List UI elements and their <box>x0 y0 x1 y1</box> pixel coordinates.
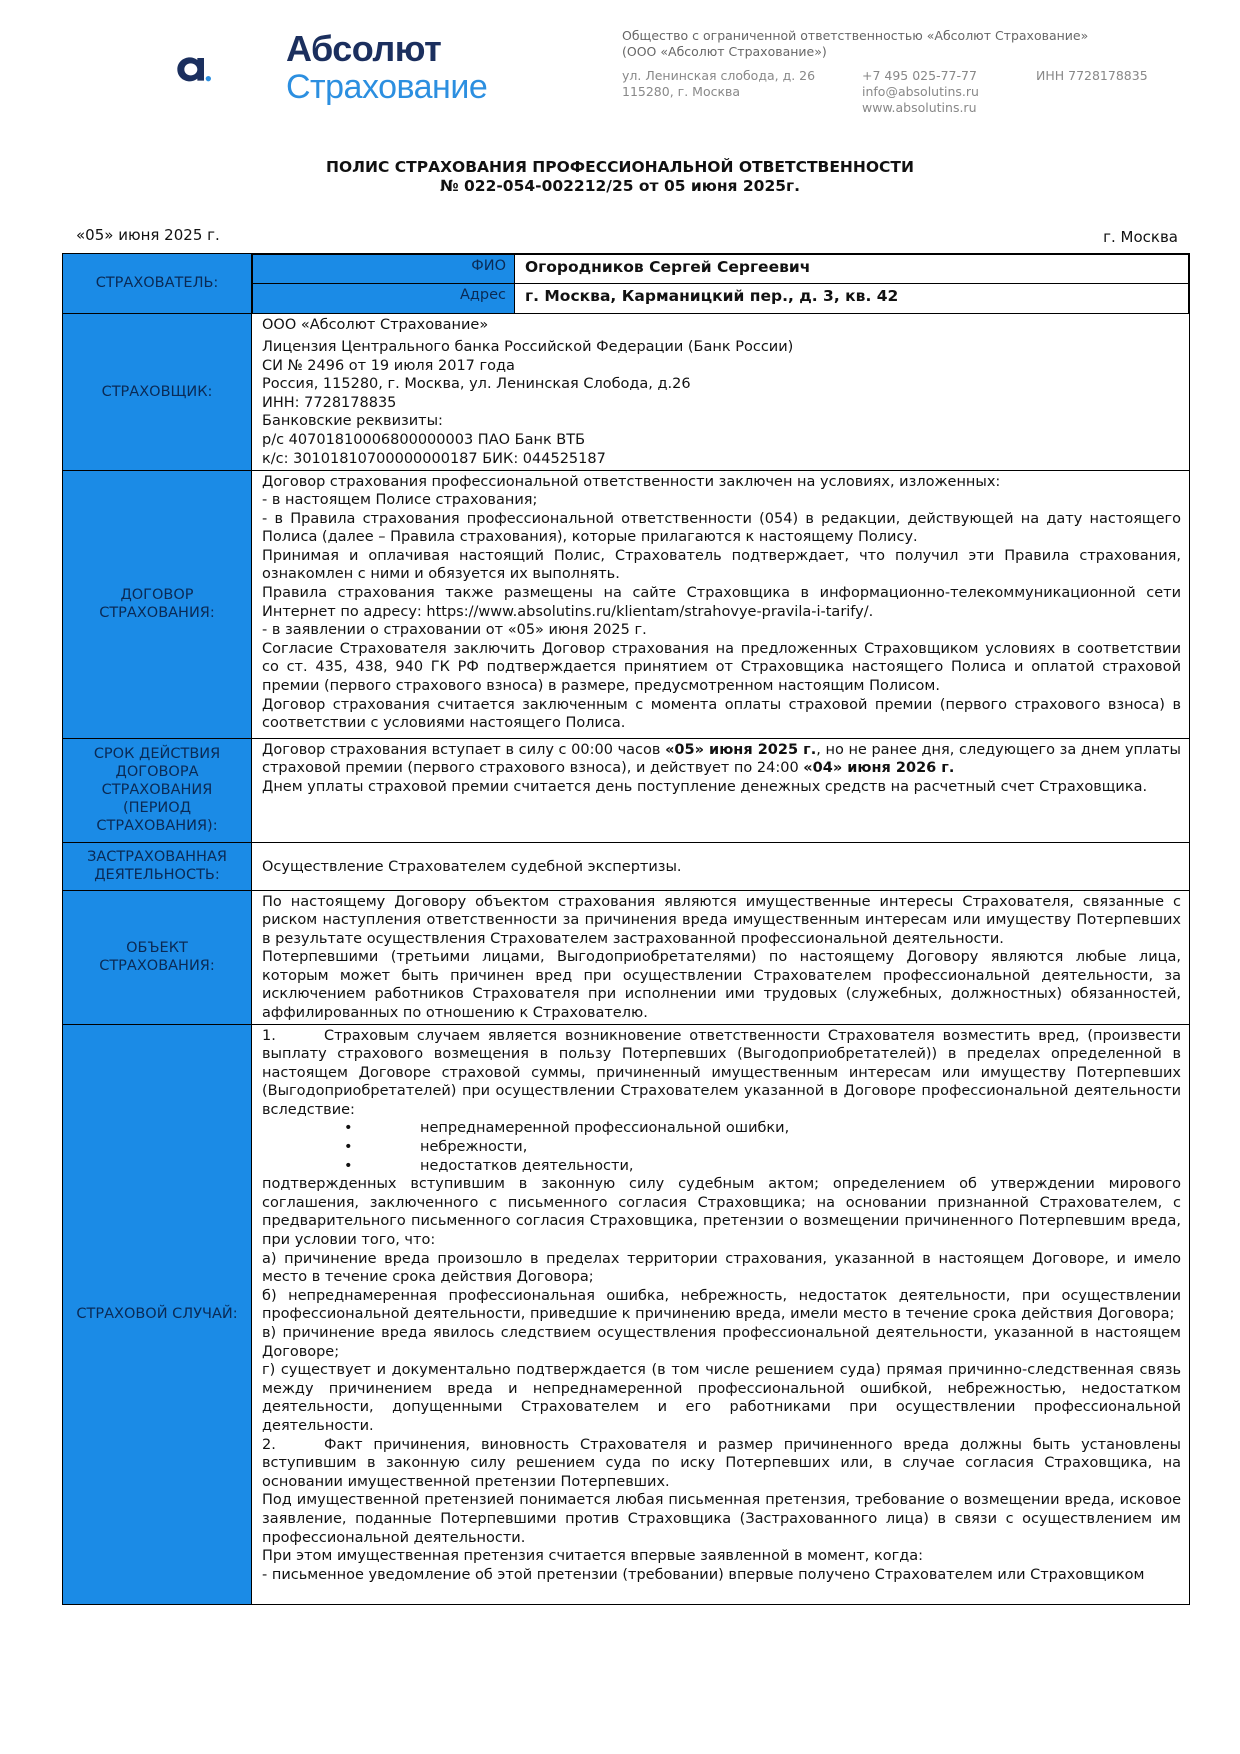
contract-paragraph: - в Правила страхования профессиональной ответственности (054) в редакции, действующей на дату настоящего Полиса (далее – Правила страхования), которые прилагаются к настоящему Полису. <box>262 510 1181 546</box>
document-date: «05» июня 2025 г. <box>76 226 220 244</box>
insured-details <box>252 254 1189 313</box>
document-title <box>0 158 1240 196</box>
address-value: г. Москва, Карманицкий пер., д. 3, кв. 42 <box>515 284 1189 313</box>
title-line2: № 022-054-002212/25 от 05 июня 2025г. <box>439 177 801 195</box>
company-email: info@absolutins.ru <box>862 84 979 99</box>
address-label: Адрес <box>253 284 515 313</box>
contract-paragraph: Принимая и оплачивая настоящий Полис, Страхователь подтверждает, что получил эти Правила страхования, ознакомлен с ними и обязуется их выполнять. <box>262 547 1181 583</box>
event-terms <box>252 1024 1190 1604</box>
contract-paragraph: - в настоящем Полисе страхования; <box>262 492 538 509</box>
object-paragraph: Потерпевшими (третьими лицами, Выгодоприобретателями) по настоящему Договору являются любые лица, которым может быть причинен вред при осуществлении Страхователем профессиональной деятельности, за исключением работников Страхователя при исполнении ими трудовых (служебных, должностных) обязанностей, аффилированных по отношению к Страхователю. <box>262 949 1181 1022</box>
insurer-line: СИ № 2496 от 19 июля 2017 года <box>262 357 515 374</box>
event-paragraph: Под имущественной претензией понимается любая письменная претензия, требование о возмещении вреда, исковое заявление, поданные Потерпевшими против Страховщика (Застрахованного лица) в связи с осуществлением им профессиональной деятельности. <box>262 1492 1181 1546</box>
company-inn: ИНН 7728178835 <box>1036 68 1148 83</box>
event-p1: Страховым случаем является возникновение ответственности Страхователя возместить вред, (произвести выплату страхового возмещения в пользу Потерпевших (Выгодоприобретателей)) в пределах определенной в настоящем Договоре страховой суммы, причиненный имущественным интересам или имуществу Потерпевших (Выгодоприобретателей) при осуществлении Страхователем указанной в Договоре профессиональной деятельности вследствие: <box>262 1027 1181 1118</box>
event-p3: Факт причинения, виновность Страхователя и размер причиненного вреда должны быть установлены вступившим в законную силу решением суда по иску Потерпевших или, в случае согласия Страховщика, на основании имущественной претензии Потерпевших. <box>262 1436 1181 1490</box>
event-condition-a: а) причинение вреда произошло в пределах территории страхования, указанной в настоящем Договоре, и имело место в течение срока действия Договора; <box>262 1250 1181 1286</box>
bullet-icon: • <box>344 1120 353 1137</box>
bullet-icon: • <box>344 1139 353 1156</box>
event-bullet <box>262 1119 1181 1138</box>
period-terms <box>252 738 1190 842</box>
insurer-line: ИНН: 7728178835 <box>262 394 397 411</box>
row-activity <box>63 842 1190 890</box>
fio-value: Огородников Сергей Сергеевич <box>515 255 1189 284</box>
logo-letter-a <box>177 57 204 81</box>
company-logo <box>176 30 286 110</box>
company-name <box>622 28 1088 60</box>
company-address <box>622 68 815 100</box>
bullet-text: недостатков деятельности, <box>420 1157 634 1174</box>
company-site: www.absolutins.ru <box>862 100 977 115</box>
event-bullet <box>262 1157 1181 1176</box>
policy-table <box>62 253 1190 1605</box>
label-contract: ДОГОВОР СТРАХОВАНИЯ: <box>63 470 252 738</box>
insurer-line: Россия, 115280, г. Москва, ул. Ленинская Слобода, д.26 <box>262 376 691 393</box>
contract-terms <box>252 470 1190 738</box>
label-insured: СТРАХОВАТЕЛЬ: <box>63 254 252 314</box>
contract-paragraph: Договор страхования профессиональной ответственности заключен на условиях, изложенных: <box>262 473 1001 490</box>
period-start-date: «05» июня 2025 г. <box>665 741 817 758</box>
logo-dot <box>206 76 211 81</box>
event-bullet <box>262 1138 1181 1157</box>
logo-line1: Абсолют <box>286 28 442 69</box>
event-paragraph <box>262 1027 1181 1120</box>
bullet-text: непреднамеренной профессиональной ошибки, <box>420 1120 790 1137</box>
row-insurer <box>63 313 1190 470</box>
period-text-b: , но не ранее дня, следующего за днем уплаты страховой премии (первого страхового взноса), и действует по 24:00 <box>262 741 1181 777</box>
contract-paragraph: Согласие Страхователя заключить Договор страхования на предложенных Страховщиком условиях в соответствии со ст. 435, 438, 940 ГК РФ подтверждается принятием от Страховщика настоящего Полиса и оплатой страховой премии (первого страхового взноса) в размере, предусмотренном настоящим Полисом. <box>262 640 1181 695</box>
label-activity: ЗАСТРАХОВАННАЯ ДЕЯТЕЛЬНОСТЬ: <box>63 842 252 890</box>
label-object: ОБЪЕКТ СТРАХОВАНИЯ: <box>63 890 252 1024</box>
title-line1: ПОЛИС СТРАХОВАНИЯ ПРОФЕССИОНАЛЬНОЙ ОТВЕТСТВЕННОСТИ <box>326 158 914 176</box>
object-terms <box>252 890 1190 1024</box>
label-insurer: СТРАХОВЩИК: <box>63 313 252 470</box>
label-event: СТРАХОВОЙ СЛУЧАЙ: <box>63 1024 252 1604</box>
event-num-1: 1. <box>262 1027 276 1044</box>
insurer-line: р/с 40701810006800000003 ПАО Банк ВТБ <box>262 432 586 449</box>
object-paragraph: По настоящему Договору объектом страхования являются имущественные интересы Страхователя, связанные с риском наступления ответственности за причинения вреда имущественным интересам или имуществу Потерпевших в результате осуществления Страхователем застрахованной профессиональной деятельности. <box>262 893 1181 947</box>
contract-paragraph: Правила страхования также размещены на сайте Страховщика в информационно-телекоммуникационной сети Интернет по адресу: https://www.absolutins.ru/klientam/strahovye-pravila-i-tarify/. <box>262 585 1181 620</box>
company-line1: Общество с ограниченной ответственностью «Абсолют Страхование» <box>622 28 1089 43</box>
bullet-icon: • <box>344 1157 353 1174</box>
row-insured <box>63 254 1190 314</box>
company-phone: +7 495 025-77-77 <box>862 68 977 83</box>
event-paragraph: - письменное уведомление об этой претензии (требовании) впервые получено Страхователем или Страховщиком <box>262 1566 1145 1583</box>
insurer-line: Банковские реквизиты: <box>262 413 443 430</box>
row-event <box>63 1024 1190 1604</box>
event-condition-d: г) существует и документально подтверждается (в том числе решением суда) прямая причинно-следственная связь между причинением вреда и непреднамеренной профессиональной ошибкой, небрежностью, недостатком деятельности, допущенными Страхователем и его работниками при осуществлении профессиональной деятельности. <box>262 1362 1181 1434</box>
address-line2: 115280, г. Москва <box>622 84 741 99</box>
company-phone-web <box>862 68 979 116</box>
contract-paragraph: Договор страхования считается заключенным с момента оплаты страховой премии (первого страхового взноса) в соответствии с условиями настоящего Полиса. <box>262 696 1181 732</box>
document-city: г. Москва <box>1103 228 1178 246</box>
address-line1: ул. Ленинская слобода, д. 26 <box>622 68 816 83</box>
event-paragraph: подтвержденных вступившим в законную силу судебным актом; определением об утверждении мирового соглашения, заключенного с письменного согласия Страховщика; на основании признанной Страхователем, с предварительного письменного согласия Страховщика, претензии о возмещении причиненного Потерпевшим вреда, при условии того, что: <box>262 1176 1181 1249</box>
event-num-2: 2. <box>262 1436 276 1453</box>
label-period: СРОК ДЕЙСТВИЯ ДОГОВОРА СТРАХОВАНИЯ (ПЕРИОД СТРАХОВАНИЯ): <box>63 738 252 842</box>
insurer-line: ООО «Абсолют Страхование» <box>262 316 489 333</box>
company-line2: (ООО «Абсолют Страхование») <box>622 44 827 59</box>
event-condition-c: в) причинение вреда явилось следствием осуществления профессиональной деятельности, указанной в настоящем Договоре; <box>262 1325 1181 1360</box>
row-period <box>63 738 1190 842</box>
row-contract <box>63 470 1190 738</box>
period-paragraph: Днем уплаты страховой премии считается день поступление денежных средств на расчетный счет Страховщика. <box>262 778 1148 795</box>
fio-label: ФИО <box>253 255 515 284</box>
event-condition-b: б) непреднамеренная профессиональная ошибка, небрежность, недостаток деятельности, при осуществлении профессиональной деятельности, приведшие к причинению вреда, имели место в течение срока действия Договора; <box>262 1287 1181 1323</box>
insurer-line: Лицензия Центрального банка Российской Федерации (Банк России) <box>262 339 794 356</box>
period-end-date: «04» июня 2026 г. <box>803 760 955 777</box>
insurer-details <box>252 313 1190 470</box>
logo-line2: Страхование <box>286 68 488 106</box>
insurer-line: к/с: 30101810700000000187 БИК: 044525187 <box>262 450 606 467</box>
event-paragraph <box>262 1436 1181 1492</box>
contract-paragraph: - в заявлении о страховании от «05» июня 2025 г. <box>262 622 647 639</box>
row-object <box>63 890 1190 1024</box>
event-paragraph: При этом имущественная претензия считается впервые заявленной в момент, когда: <box>262 1548 924 1565</box>
bullet-text: небрежности, <box>420 1139 528 1156</box>
period-text-a: Договор страхования вступает в силу с 00:00 часов <box>262 741 666 758</box>
activity-text: Осуществление Страхователем судебной экспертизы. <box>252 842 1190 890</box>
period-paragraph <box>262 741 1181 778</box>
